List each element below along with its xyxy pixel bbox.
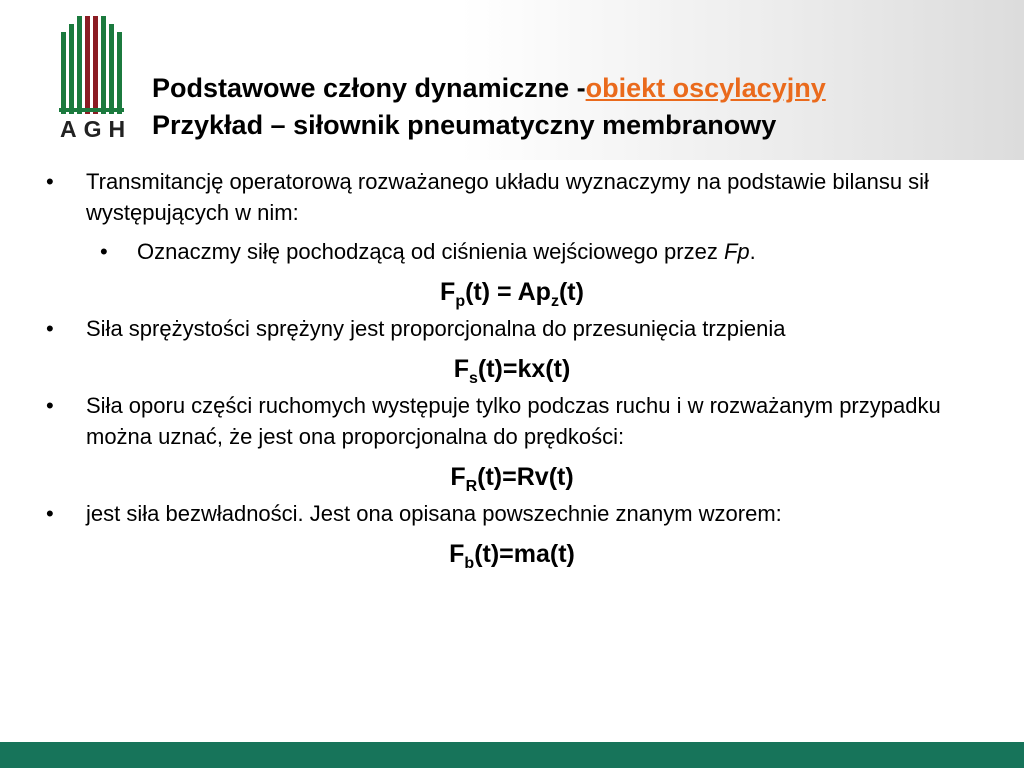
formula-subscript: R <box>465 478 478 495</box>
formula-subscript: b <box>464 555 475 572</box>
title-prefix: Podstawowe człony dynamiczne - <box>152 73 586 103</box>
bullet-item <box>0 498 1024 529</box>
sub-bullet-item <box>0 236 1024 267</box>
formula-symbol: F <box>450 463 466 491</box>
formula-fs <box>0 352 1024 386</box>
bullet-text: Siła sprężystości sprężyny jest proporcjonalna do przesunięcia trzpienia <box>86 316 786 341</box>
formula-fb <box>0 537 1024 571</box>
formula-subscript: s <box>469 370 478 387</box>
bullet-marker: • <box>46 393 54 418</box>
logo-text: AGH <box>60 116 133 142</box>
bullet-marker: • <box>46 316 54 341</box>
formula-fr <box>0 460 1024 494</box>
bullet-marker: • <box>100 239 108 264</box>
formula-symbol: F <box>453 355 469 383</box>
bullet-text: Siła oporu części ruchomych występuje tylko podczas ruchu i w rozważanym przypadku można uznać, że jest ona proporcjonalna do prędkości: <box>86 393 941 449</box>
bullet-item <box>0 166 1024 228</box>
formula-symbol: F <box>449 540 465 568</box>
bullet-item <box>0 390 1024 452</box>
footer-bar <box>0 742 1024 768</box>
slide-title <box>152 70 1017 144</box>
bullet-item <box>0 313 1024 344</box>
sub-bullet-italic: Fp <box>723 239 750 264</box>
slide-content <box>0 166 1024 575</box>
sub-bullet-end: . <box>749 239 756 264</box>
formula-body: (t)=ma(t) <box>474 540 575 568</box>
formula-symbol: F <box>440 278 456 306</box>
logo-columns <box>59 16 124 114</box>
formula-subscript: p <box>455 293 466 310</box>
bullet-marker: • <box>46 169 54 194</box>
bullet-marker: • <box>46 501 54 526</box>
formula-subscript: z <box>550 293 559 310</box>
formula-body: (t)=kx(t) <box>477 355 571 383</box>
title-line-1 <box>152 70 1017 107</box>
bullet-text: Transmitancję operatorową rozważanego układu wyznaczymy na podstawie bilansu sił występujących w nim: <box>86 169 929 225</box>
bullet-text: jest siła bezwładności. Jest ona opisana powszechnie znanym wzorem: <box>86 501 782 526</box>
formula-end: (t) <box>558 278 584 306</box>
formula-body: (t) = Ap <box>465 278 551 306</box>
title-accent-link[interactable]: obiekt oscylacyjny <box>585 73 826 103</box>
formula-body: (t)=Rv(t) <box>477 463 574 491</box>
title-line-2: Przykład – siłownik pneumatyczny membranowy <box>152 110 777 140</box>
sub-bullet-text: Oznaczmy siłę pochodzącą od ciśnienia wejściowego przez <box>137 239 724 264</box>
formula-fp <box>0 275 1024 309</box>
